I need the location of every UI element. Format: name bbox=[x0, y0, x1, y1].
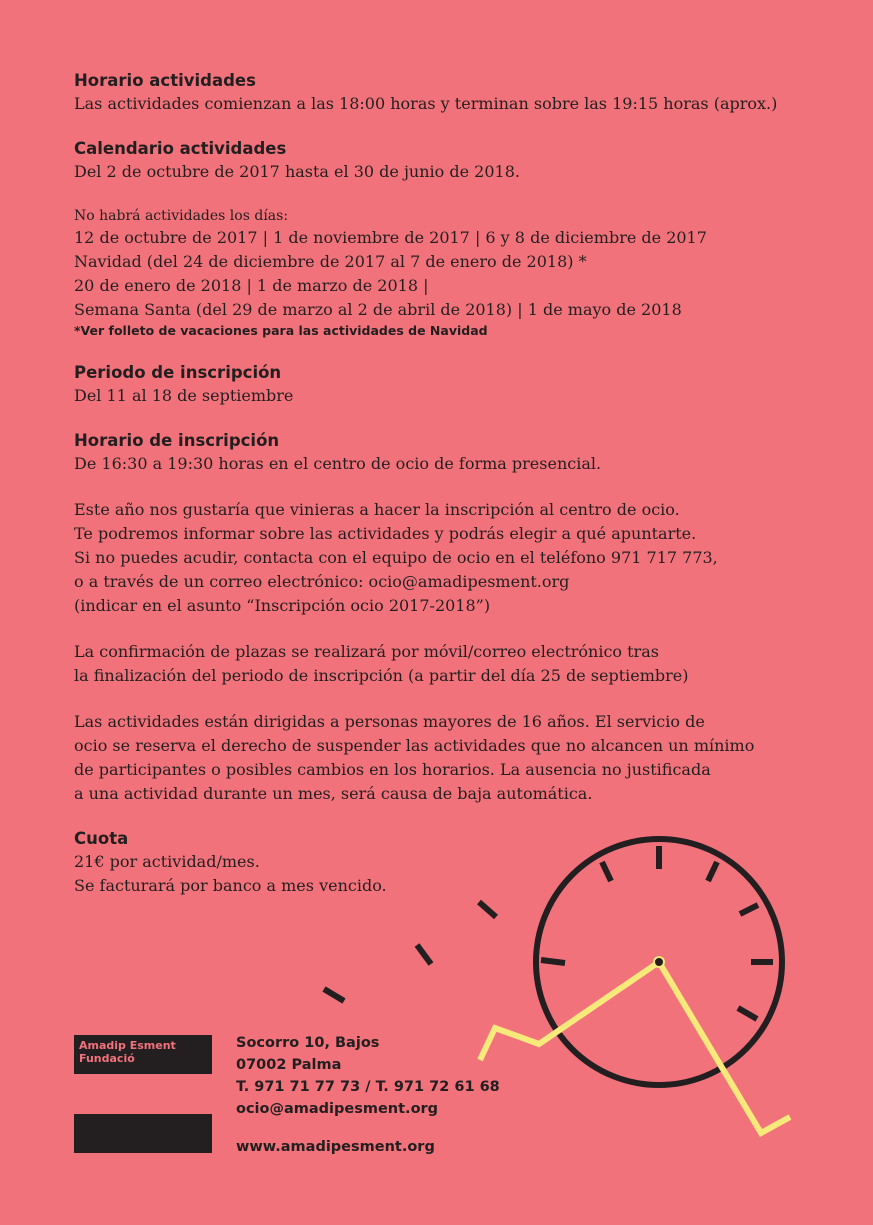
clock-tick bbox=[417, 945, 431, 964]
section-title-horario-inscripcion: Horario de inscripción bbox=[74, 431, 280, 450]
contact-email[interactable]: ocio@amadipesment.org bbox=[236, 1101, 439, 1117]
clock-tick bbox=[708, 862, 717, 881]
decorative-block bbox=[74, 1114, 212, 1153]
section-title-cuota: Cuota bbox=[74, 829, 129, 848]
calendario-text: Del 2 de octubre de 2017 hasta el 30 de junio de 2018. bbox=[74, 162, 520, 181]
paragraph-line: (indicar en el asunto “Inscripción ocio 2017-2018”) bbox=[74, 596, 491, 615]
paragraph-line: Este año nos gustaría que vinieras a hacer la inscripción al centro de ocio. bbox=[74, 500, 680, 519]
paragraph-line: a una actividad durante un mes, será causa de baja automática. bbox=[74, 784, 593, 803]
horario-actividades-text: Las actividades comienzan a las 18:00 horas y terminan sobre las 19:15 horas (aprox.) bbox=[74, 94, 778, 113]
paragraph-line: la finalización del periodo de inscripción (a partir del día 25 de septiembre) bbox=[74, 666, 689, 685]
cuota-line: Se facturará por banco a mes vencido. bbox=[74, 876, 387, 895]
no-activity-line: Navidad (del 24 de diciembre de 2017 al 7 de enero de 2018) * bbox=[74, 252, 587, 271]
no-activity-line: 20 de enero de 2018 | 1 de marzo de 2018 | bbox=[74, 276, 429, 295]
clock-tick bbox=[479, 902, 496, 917]
clock-tick bbox=[324, 989, 344, 1001]
section-title-periodo: Periodo de inscripción bbox=[74, 363, 282, 382]
no-activity-intro: No habrá actividades los días: bbox=[74, 208, 289, 224]
brand-line: Amadip Esment bbox=[79, 1039, 176, 1052]
paragraph-line: o a través de un correo electrónico: ocio@amadipesment.org bbox=[74, 572, 570, 591]
website-link[interactable]: www.amadipesment.org bbox=[236, 1139, 435, 1155]
contact-phones[interactable]: T. 971 71 77 73 / T. 971 72 61 68 bbox=[236, 1079, 500, 1095]
no-activity-line: Semana Santa (del 29 de marzo al 2 de abril de 2018) | 1 de mayo de 2018 bbox=[74, 300, 682, 319]
paragraph-line: Las actividades están dirigidas a personas mayores de 16 años. El servicio de bbox=[74, 712, 705, 731]
clock-ticks bbox=[324, 846, 773, 1019]
paragraph-line: Te podremos informar sobre las actividades y podrás elegir a qué apuntarte. bbox=[74, 524, 697, 543]
clock-tick bbox=[738, 1008, 757, 1019]
brand-line: Fundació bbox=[79, 1052, 135, 1065]
paragraph-line: ocio se reserva el derecho de suspender las actividades que no alcancen un mínimo bbox=[74, 736, 755, 755]
clock-center bbox=[654, 957, 664, 967]
brand-logo bbox=[74, 1035, 212, 1074]
contact-address: Socorro 10, Bajos bbox=[236, 1035, 380, 1051]
cuota-line: 21€ por actividad/mes. bbox=[74, 852, 260, 871]
clock-tick bbox=[541, 960, 565, 963]
section-title-calendario: Calendario actividades bbox=[74, 139, 287, 158]
no-activity-line: 12 de octubre de 2017 | 1 de noviembre de 2017 | 6 y 8 de diciembre de 2017 bbox=[74, 228, 707, 247]
horario-inscripcion-text: De 16:30 a 19:30 horas en el centro de ocio de forma presencial. bbox=[74, 454, 602, 473]
contact-block bbox=[236, 1032, 500, 1120]
clock-tick bbox=[602, 862, 611, 881]
paragraph-line: de participantes o posibles cambios en los horarios. La ausencia no justificada bbox=[74, 760, 711, 779]
periodo-text: Del 11 al 18 de septiembre bbox=[74, 386, 294, 405]
paragraph-line: Si no puedes acudir, contacta con el equipo de ocio en el teléfono 971 717 773, bbox=[74, 548, 718, 567]
paragraph-line: La confirmación de plazas se realizará por móvil/correo electrónico tras bbox=[74, 642, 659, 661]
contact-city: 07002 Palma bbox=[236, 1057, 342, 1073]
section-title-horario-actividades: Horario actividades bbox=[74, 71, 256, 90]
clock-tick bbox=[740, 905, 758, 914]
navidad-note: *Ver folleto de vacaciones para las actividades de Navidad bbox=[74, 323, 488, 338]
